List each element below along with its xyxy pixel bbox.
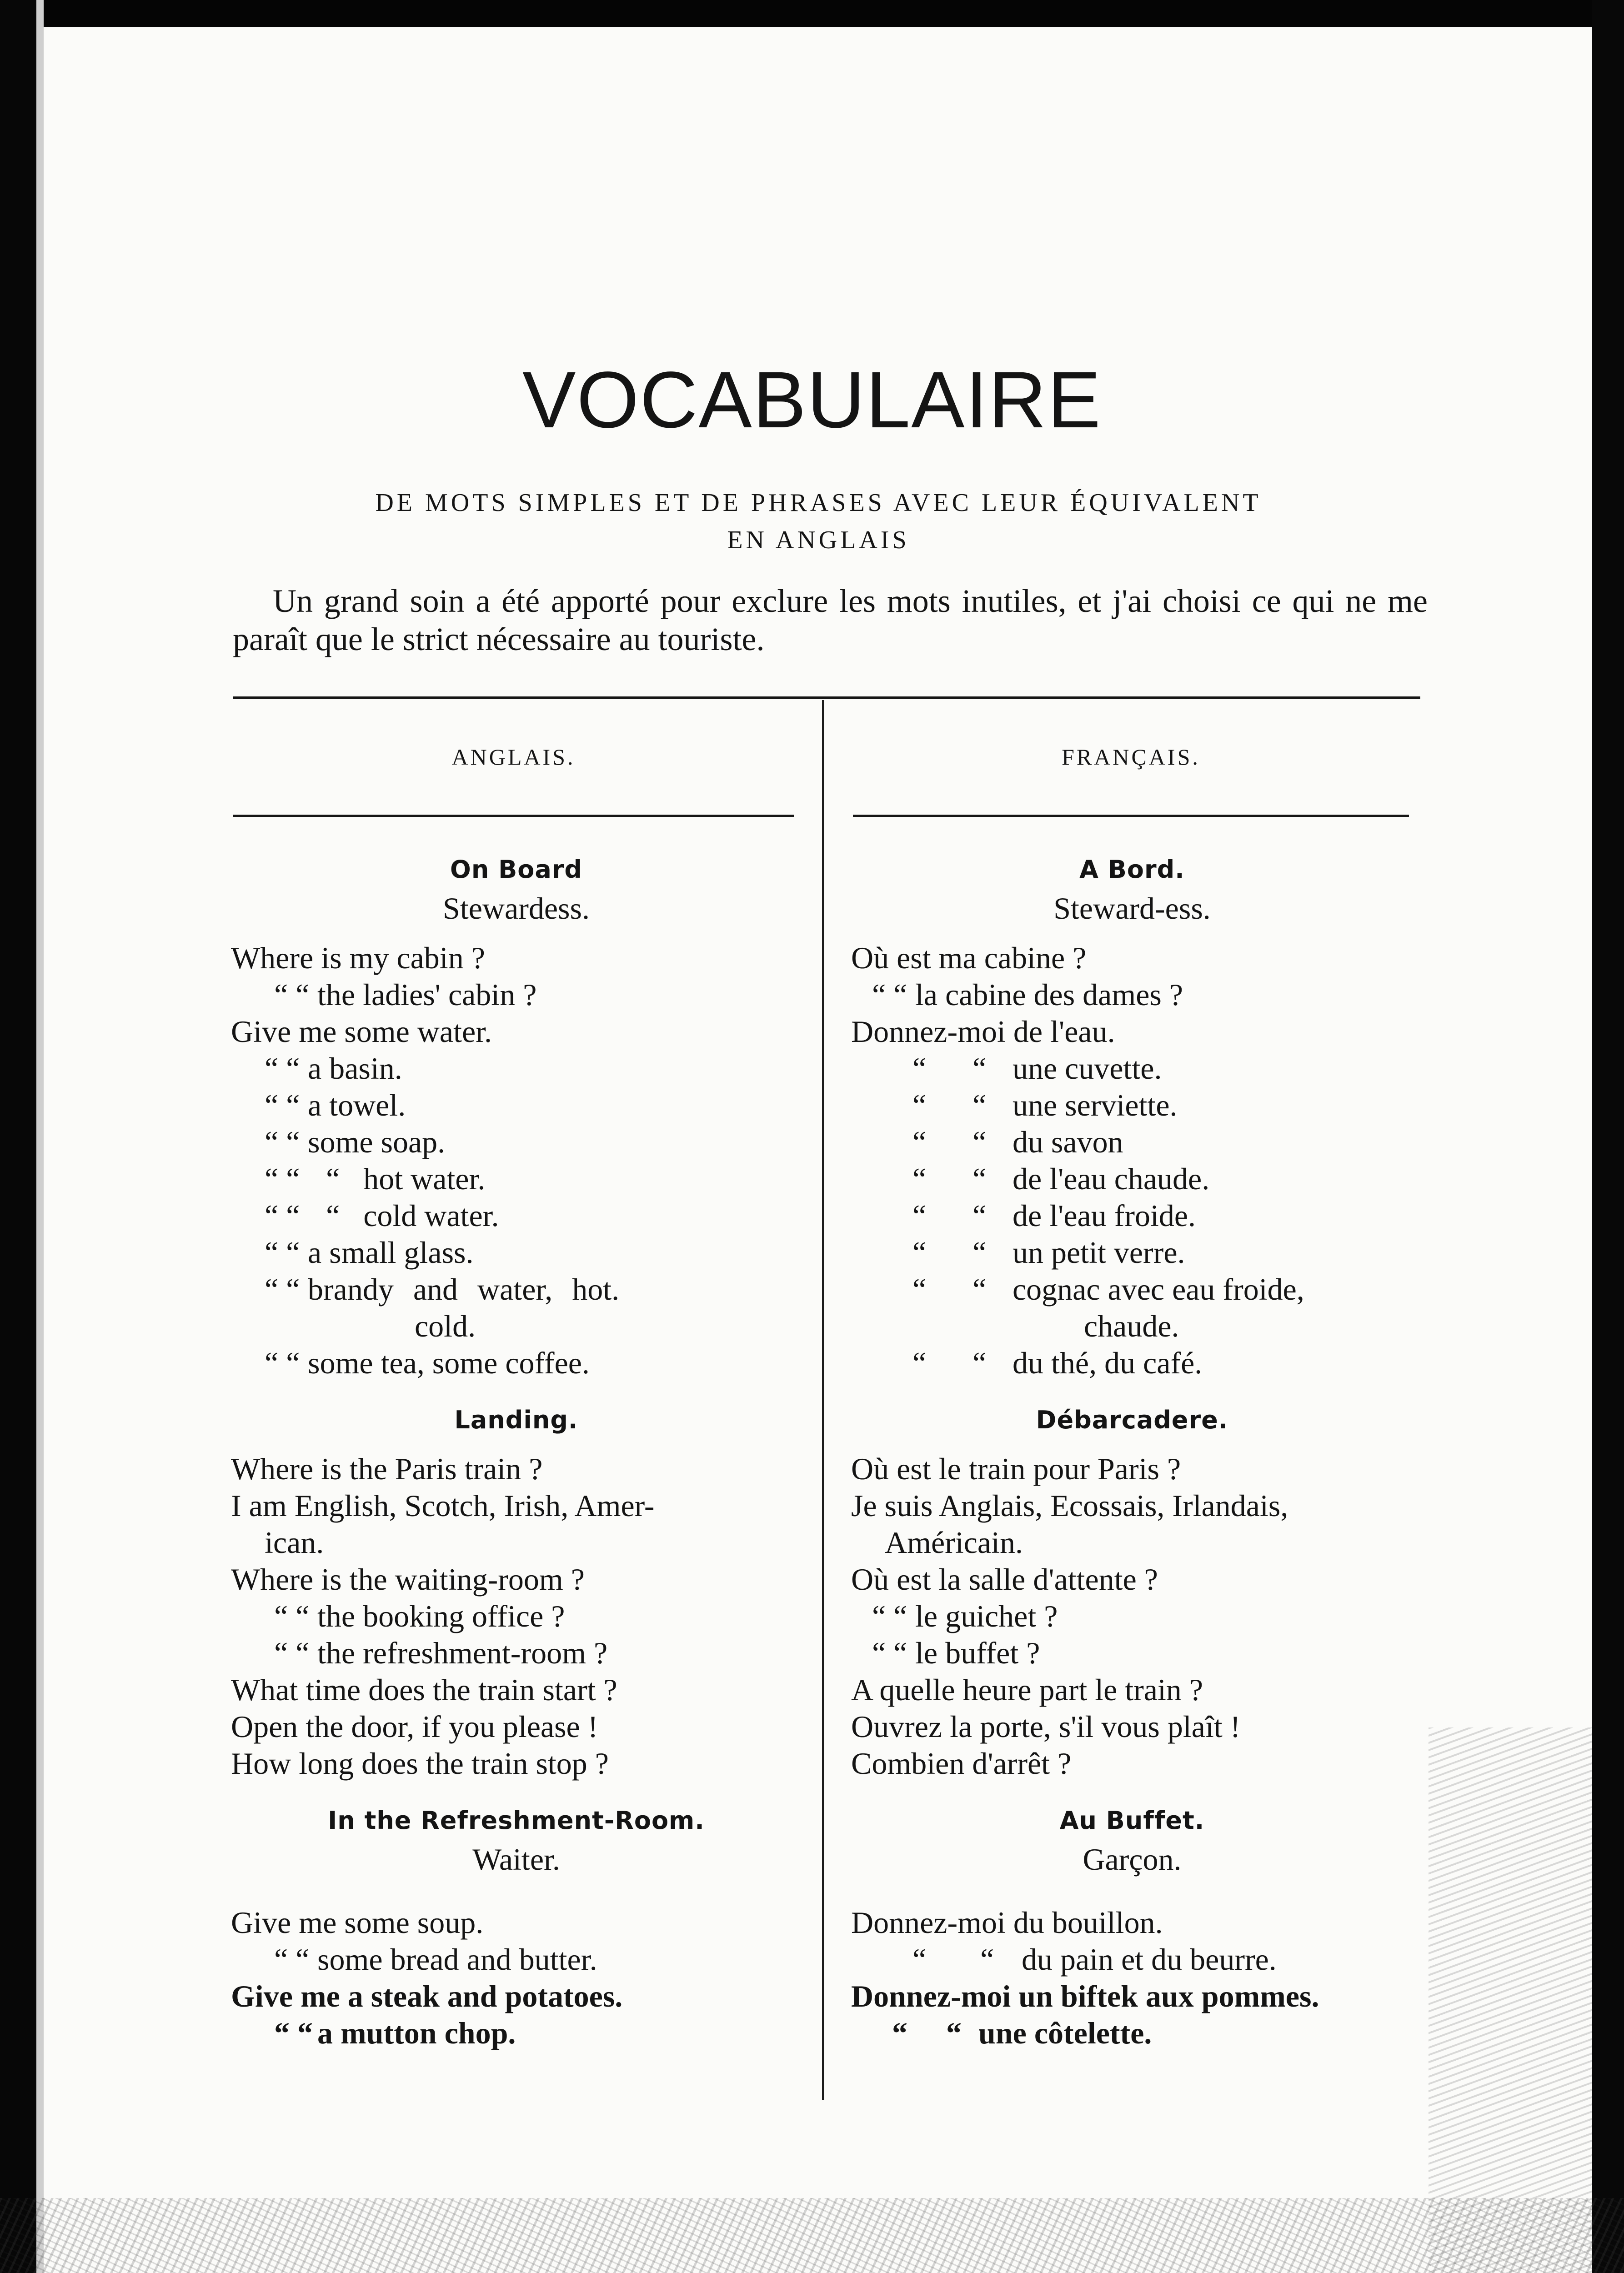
phrase-fr: Donnez-moi de l'eau. bbox=[851, 1014, 1115, 1049]
phrase-en bbox=[231, 1941, 802, 1978]
phrase-text: some soap. bbox=[308, 1125, 446, 1159]
phrase-text: une côtelette. bbox=[978, 2016, 1152, 2050]
page-subtitle bbox=[236, 484, 1400, 559]
phrase-en: Where is the waiting-room ? bbox=[231, 1562, 585, 1597]
ditto-mark: “ “ bbox=[872, 977, 907, 1012]
phrase-text: de l'eau froide. bbox=[1012, 1198, 1196, 1233]
phrase-fr: Donnez-moi du bouillon. bbox=[851, 1905, 1163, 1940]
section-title-a-bord: A Bord. bbox=[1079, 855, 1185, 884]
phrase-en: How long does the train stop ? bbox=[231, 1746, 609, 1781]
phrase-text: un petit verre. bbox=[1012, 1235, 1185, 1270]
ditto-mark: “ “ bbox=[265, 1272, 300, 1307]
ditto-mark: “ “ bbox=[912, 1088, 987, 1122]
phrase-fr bbox=[851, 2015, 1413, 2052]
ditto-mark: “ “ bbox=[912, 1051, 987, 1086]
phrase-text: le guichet ? bbox=[915, 1599, 1058, 1633]
phrase-en bbox=[231, 976, 802, 1013]
phrase-text: une cuvette. bbox=[1012, 1051, 1162, 1086]
ditto-mark: “ “ bbox=[912, 1198, 987, 1233]
phrase-fr: Où est le train pour Paris ? bbox=[851, 1452, 1181, 1486]
phrase-fr: Combien d'arrêt ? bbox=[851, 1746, 1072, 1781]
phrase-fr-continued: Américain. bbox=[885, 1525, 1023, 1560]
phrase-fr: Je suis Anglais, Ecossais, Irlandais, bbox=[851, 1488, 1288, 1523]
phrase-en bbox=[231, 1234, 802, 1271]
subtitle-line-2: EN ANGLAIS bbox=[727, 526, 910, 554]
intro-paragraph: Un grand soin a été apporté pour exclure les mots inutiles, et j'ai choisi ce qui ne me paraît que le strict nécessaire au touriste. bbox=[233, 583, 1428, 657]
phrase-en bbox=[231, 1124, 802, 1161]
section-role-stewardess: Stewardess. bbox=[443, 891, 590, 926]
phrase-en bbox=[231, 1598, 802, 1635]
phrase-text: the ladies' cabin ? bbox=[317, 977, 537, 1012]
phrase-text: some tea, some coffee. bbox=[308, 1346, 590, 1380]
phrase-en: Give me some water. bbox=[231, 1014, 492, 1049]
phrase-fr: Donnez-moi un biftek aux pommes. bbox=[851, 1979, 1319, 2013]
phrase-en: Where is the Paris train ? bbox=[231, 1452, 543, 1486]
phrase-text: du savon bbox=[1012, 1125, 1123, 1159]
phrase-text: du pain et du beurre. bbox=[1022, 1942, 1277, 1977]
ditto-mark: “ “ bbox=[912, 1125, 987, 1159]
phrase-fr bbox=[851, 1941, 1413, 1978]
phrase-fr bbox=[851, 976, 1413, 1013]
phrase-en bbox=[231, 2015, 802, 2052]
phrase-text: cold water. bbox=[363, 1198, 499, 1233]
section-role-garcon: Garçon. bbox=[1083, 1842, 1182, 1877]
phrase-en-continued: cold. bbox=[415, 1309, 476, 1343]
phrase-fr bbox=[851, 1598, 1413, 1635]
phrase-text: a towel. bbox=[308, 1088, 406, 1122]
phrase-en bbox=[231, 1050, 802, 1087]
phrase-en: Where is my cabin ? bbox=[231, 941, 485, 975]
ditto-mark: “ “ bbox=[912, 1272, 987, 1307]
ditto-mark: “ “ bbox=[265, 1346, 300, 1380]
phrase-text: a basin. bbox=[308, 1051, 402, 1086]
phrase-en bbox=[231, 1271, 802, 1308]
subtitle-line-1: DE MOTS SIMPLES ET DE PHRASES AVEC LEUR ÉQUIVALENT bbox=[375, 489, 1262, 517]
ditto-mark: “ “ bbox=[274, 2016, 313, 2050]
phrase-en: What time does the train start ? bbox=[231, 1672, 617, 1707]
phrase-text: de l'eau chaude. bbox=[1012, 1162, 1210, 1196]
phrase-fr bbox=[851, 1345, 1413, 1382]
phrase-text: cognac avec eau froide, bbox=[1012, 1272, 1304, 1307]
phrase-en bbox=[231, 1161, 802, 1197]
french-column bbox=[851, 849, 1413, 2052]
phrase-fr bbox=[851, 1635, 1413, 1672]
phrase-fr: Où est ma cabine ? bbox=[851, 941, 1087, 975]
ditto-mark: “ “ bbox=[265, 1162, 300, 1196]
phrase-text: la cabine des dames ? bbox=[915, 977, 1183, 1012]
page-title: VOCABULAIRE bbox=[522, 355, 1102, 445]
phrase-text: the refreshment-room ? bbox=[317, 1636, 608, 1670]
phrase-fr bbox=[851, 1161, 1413, 1197]
ditto-mark: “ “ bbox=[912, 1942, 994, 1977]
phrase-text: some bread and butter. bbox=[317, 1942, 597, 1977]
phrase-text: a mutton chop. bbox=[317, 2016, 516, 2050]
phrase-fr bbox=[851, 1234, 1413, 1271]
phrase-en bbox=[231, 1345, 802, 1382]
phrase-en: Give me some soup. bbox=[231, 1905, 484, 1940]
section-title-debarcadere: Débarcadere. bbox=[1036, 1406, 1228, 1434]
column-separator bbox=[822, 700, 824, 2100]
phrase-en: I am English, Scotch, Irish, Amer- bbox=[231, 1488, 655, 1523]
section-title-au-buffet: Au Buffet. bbox=[1059, 1806, 1205, 1835]
phrase-fr: A quelle heure part le train ? bbox=[851, 1672, 1203, 1707]
section-role-waiter: Waiter. bbox=[472, 1842, 560, 1877]
section-title-on-board: On Board bbox=[450, 855, 583, 884]
ditto-mark: “ “ bbox=[274, 1942, 310, 1977]
phrase-fr bbox=[851, 1050, 1413, 1087]
section-role-steward-ess: Steward-ess. bbox=[1053, 891, 1211, 926]
scan-border-right bbox=[1592, 0, 1624, 2273]
scan-noise-bottom bbox=[0, 2198, 1624, 2273]
phrase-en-continued: ican. bbox=[265, 1525, 324, 1560]
ditto-mark: “ “ bbox=[265, 1088, 300, 1122]
column-header-rule-left bbox=[233, 815, 794, 817]
ditto-mark: “ “ bbox=[912, 1346, 987, 1380]
ditto-mark: “ bbox=[326, 1198, 340, 1233]
phrase-en: Give me a steak and potatoes. bbox=[231, 1979, 623, 2013]
phrase-text: brandy and water, hot. bbox=[308, 1272, 620, 1307]
scan-border-top bbox=[0, 0, 1624, 27]
phrase-fr: Où est la salle d'attente ? bbox=[851, 1562, 1158, 1597]
english-column bbox=[231, 849, 802, 2052]
ditto-mark: “ “ bbox=[265, 1235, 300, 1270]
phrase-fr bbox=[851, 1087, 1413, 1124]
ditto-mark: “ “ bbox=[912, 1162, 987, 1196]
column-header-rule-right bbox=[853, 815, 1409, 817]
section-title-refreshment-room: In the Refreshment-Room. bbox=[328, 1806, 705, 1835]
phrase-fr: Ouvrez la porte, s'il vous plaît ! bbox=[851, 1709, 1241, 1744]
phrase-fr bbox=[851, 1124, 1413, 1161]
phrase-text: le buffet ? bbox=[915, 1636, 1040, 1670]
ditto-mark: “ “ bbox=[912, 1235, 987, 1270]
phrase-text: une serviette. bbox=[1012, 1088, 1178, 1122]
ditto-mark: “ “ bbox=[274, 1599, 310, 1633]
section-title-landing: Landing. bbox=[454, 1406, 578, 1434]
column-header-french: FRANÇAIS. bbox=[1062, 744, 1200, 770]
scan-binding-shadow bbox=[36, 0, 44, 2273]
ditto-mark: “ “ bbox=[265, 1198, 300, 1233]
phrase-text: a small glass. bbox=[308, 1235, 474, 1270]
phrase-en: Open the door, if you please ! bbox=[231, 1709, 598, 1744]
ditto-mark: “ bbox=[326, 1162, 340, 1196]
table-top-rule bbox=[233, 696, 1420, 699]
phrase-en bbox=[231, 1635, 802, 1672]
phrase-text: hot water. bbox=[363, 1162, 486, 1196]
ditto-mark: “ “ bbox=[265, 1125, 300, 1159]
ditto-mark: “ “ bbox=[872, 1636, 907, 1670]
ditto-mark: “ “ bbox=[892, 2016, 962, 2050]
ditto-mark: “ “ bbox=[872, 1599, 907, 1633]
ditto-mark: “ “ bbox=[265, 1051, 300, 1086]
scan-noise-right bbox=[1429, 1727, 1592, 2273]
phrase-text: the booking office ? bbox=[317, 1599, 565, 1633]
ditto-mark: “ “ bbox=[274, 977, 310, 1012]
phrase-text: du thé, du café. bbox=[1012, 1346, 1203, 1380]
phrase-fr-continued: chaude. bbox=[1084, 1309, 1179, 1343]
phrase-fr bbox=[851, 1197, 1413, 1234]
column-header-english: ANGLAIS. bbox=[451, 744, 576, 770]
phrase-en bbox=[231, 1087, 802, 1124]
phrase-fr bbox=[851, 1271, 1413, 1308]
ditto-mark: “ “ bbox=[274, 1636, 310, 1670]
phrase-en bbox=[231, 1197, 802, 1234]
scan-border-left bbox=[0, 0, 36, 2273]
